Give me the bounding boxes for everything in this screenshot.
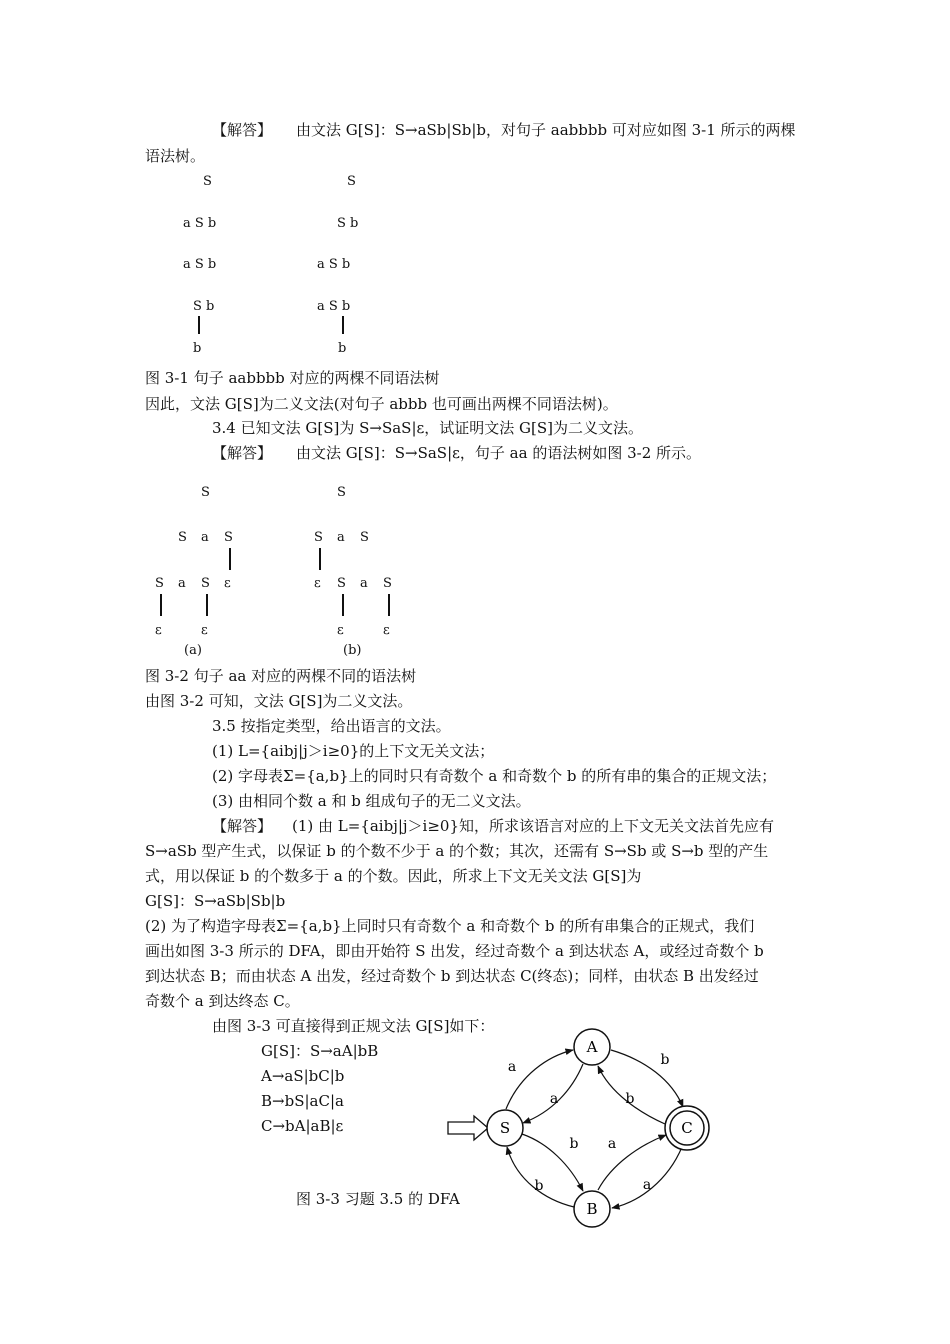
tree-node: a S b <box>183 216 217 231</box>
tree-node: S <box>314 530 323 545</box>
tree-node: S b <box>193 299 215 314</box>
grammar-rule: B→bS|aC|a <box>261 1092 344 1110</box>
grammar-intro: 由图 3-3 可直接得到正规文法 G[S]如下： <box>212 1017 495 1035</box>
tree-node: S <box>360 530 369 545</box>
answer-text-2: 由文法 G[S]：S→SaS|ε，句子 aa 的语法树如图 3-2 所示。 <box>296 444 702 462</box>
tree-node: ε <box>337 623 344 638</box>
grammar-rule: G[S]：S→aA|bB <box>261 1042 379 1060</box>
tree-node: a <box>360 576 368 591</box>
state-label-B: B <box>586 1200 598 1218</box>
edge-label-A-C: b <box>660 1052 670 1068</box>
tree-node: S <box>337 576 346 591</box>
tree-node: a S b <box>183 257 217 272</box>
grammar-rule: C→bA|aB|ε <box>261 1117 344 1135</box>
exercise-3-5-item-2: (2) 字母表Σ={a,b}上的同时只有奇数个 a 和奇数个 b 的所有串的集合的正规文法； <box>212 767 777 785</box>
state-label-A: A <box>586 1038 598 1056</box>
tree-node: a S b <box>317 299 351 314</box>
answer-3-line-1: (1) 由 L={aibj|j＞i≥0}知，所求该语言对应的上下文无关文法首先应有 <box>292 817 775 835</box>
exercise-3-5-item-3: (3) 由相同个数 a 和 b 组成句子的无二义文法。 <box>212 792 531 810</box>
tree-node: S <box>201 485 210 500</box>
edge-label-C-A: b <box>625 1091 635 1107</box>
tree-node: a <box>178 576 186 591</box>
tree-node: a <box>201 530 209 545</box>
edge-B-S <box>507 1147 574 1207</box>
answer-text-1: 由文法 G[S]：S→aSb|Sb|b，对句子 aabbbb 可对应如图 3-1 所示的两棵 <box>296 121 796 139</box>
tree-node: ε <box>314 576 321 591</box>
answer-4-line-1: (2) 为了构造字母表Σ={a,b}上同时只有奇数个 a 和奇数个 b 的所有串集合的正规式，我们 <box>145 917 755 935</box>
edge-label-C-B: a <box>642 1177 652 1193</box>
tree-node: S <box>201 576 210 591</box>
figure-caption-3-1: 图 3-1 句子 aabbbb 对应的两棵不同语法树 <box>145 369 440 387</box>
edge-label-B-S: b <box>534 1178 544 1194</box>
paragraph-5: 由图 3-2 可知，文法 G[S]为二义文法。 <box>145 692 413 710</box>
tree-node: S <box>347 174 356 189</box>
edge-label-S-B: b <box>569 1136 579 1152</box>
grammar-rule: A→aS|bC|b <box>261 1067 345 1085</box>
exercise-3-4: 3.4 已知文法 G[S]为 S→SaS|ε，试证明文法 G[S]为二义文法。 <box>212 419 644 437</box>
tree-node: a <box>337 530 345 545</box>
figure-caption-3-3: 图 3-3 习题 3.5 的 DFA <box>296 1190 460 1208</box>
tree-node: S <box>383 576 392 591</box>
tree-node: b <box>338 341 347 356</box>
answer-3-line-2: S→aSb 型产生式，以保证 b 的个数不少于 a 的个数；其次，还需有 S→Sb 或 S→b 型的产生 <box>145 842 769 860</box>
exercise-3-5: 3.5 按指定类型，给出语言的文法。 <box>212 717 451 735</box>
tree-node: S <box>178 530 187 545</box>
answer-lead-2: 【解答】 <box>212 444 273 462</box>
tree-node: S <box>224 530 233 545</box>
answer-text-1-cont: 语法树。 <box>145 147 206 165</box>
paragraph-2: 因此，文法 G[S]为二义文法(对句子 abbb 也可画出两棵不同语法树)。 <box>145 395 618 413</box>
state-label-C: C <box>681 1119 693 1137</box>
answer-lead-1: 【解答】 <box>212 121 273 139</box>
answer-4-line-4: 奇数个 a 到达终态 C。 <box>145 992 300 1010</box>
tree-node: S <box>155 576 164 591</box>
answer-3-line-3: 式，用以保证 b 的个数多于 a 的个数。因此，所求上下文无关文法 G[S]为 <box>145 867 642 885</box>
answer-3-line-4: G[S]：S→aSb|Sb|b <box>145 892 286 910</box>
edge-label-S-A: a <box>507 1059 517 1075</box>
exercise-3-5-item-1: (1) L={aibj|j＞i≥0}的上下文无关文法； <box>212 742 495 760</box>
tree-label-a: (a) <box>184 643 202 658</box>
tree-node: S <box>337 485 346 500</box>
tree-node: ε <box>224 576 231 591</box>
start-arrow <box>448 1116 488 1140</box>
tree-node: a S b <box>317 257 351 272</box>
tree-node: S <box>203 174 212 189</box>
tree-node: ε <box>155 623 162 638</box>
answer-4-line-3: 到达状态 B；而由状态 A 出发，经过奇数个 b 到达状态 C(终态)；同样，由状态 B 出发经过 <box>145 967 759 985</box>
answer-lead-3: 【解答】 <box>212 817 273 835</box>
tree-node: S b <box>337 216 359 231</box>
tree-node: ε <box>201 623 208 638</box>
edge-A-C <box>611 1050 683 1107</box>
edge-label-A-S: a <box>549 1091 559 1107</box>
edge-label-B-C: a <box>607 1136 617 1152</box>
tree-node: b <box>193 341 202 356</box>
tree-node: ε <box>383 623 390 638</box>
tree-label-b: (b) <box>343 643 362 658</box>
state-label-S: S <box>499 1119 511 1137</box>
answer-4-line-2: 画出如图 3-3 所示的 DFA，即由开始符 S 出发，经过奇数个 a 到达状态 A，或经过奇数个 b <box>145 942 764 960</box>
figure-caption-3-2: 图 3-2 句子 aa 对应的两棵不同的语法树 <box>145 667 417 685</box>
